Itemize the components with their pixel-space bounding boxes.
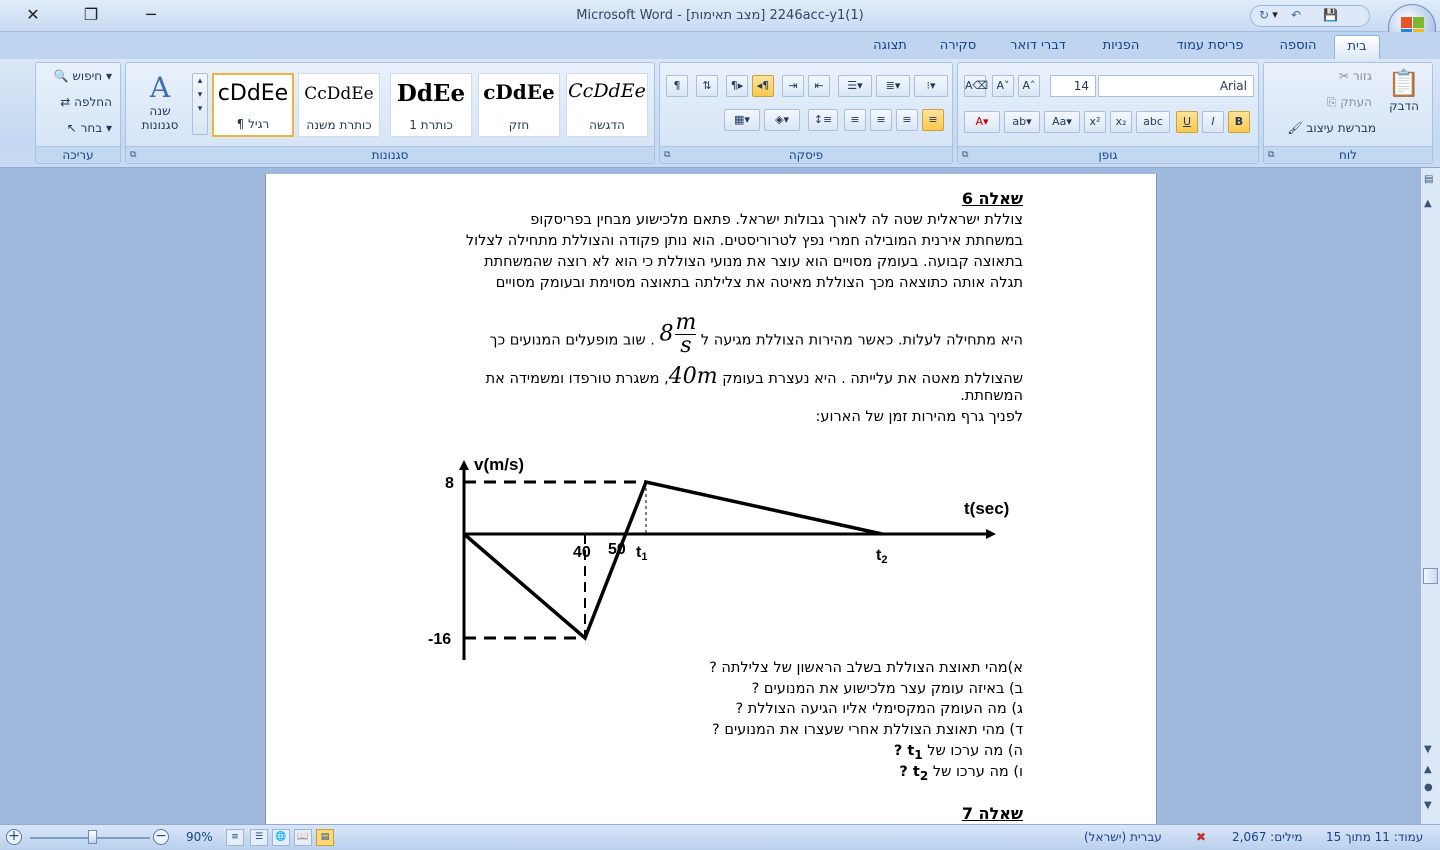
depth-formula: 40m <box>668 364 718 389</box>
font-name-combo[interactable] <box>1098 75 1254 97</box>
question-7-heading: שאלה 7 <box>961 804 1023 823</box>
align-left-icon[interactable]: ≡ <box>870 109 892 131</box>
paste-icon: 📋 <box>1387 69 1421 99</box>
paragraph-line: לפניך גרף מהירות זמן של הארוע: <box>815 409 1023 425</box>
scroll-thumb[interactable] <box>1423 568 1438 584</box>
paragraph-line <box>355 310 1023 363</box>
language-indicator[interactable]: עברית (ישראל) <box>1084 830 1162 844</box>
question-d: ד) מהי תאוצת הצוללת אחרי שעצרו את המנועים ? <box>712 722 1023 738</box>
change-styles-button[interactable] <box>140 71 180 141</box>
highlight-icon[interactable]: ab▾ <box>1004 111 1040 133</box>
previous-page-icon[interactable]: ▲ <box>1424 764 1432 775</box>
undo-icon[interactable]: ↶ <box>1291 8 1302 22</box>
font-size-combo[interactable] <box>1050 75 1096 97</box>
question-f <box>355 764 1023 783</box>
format-painter-button[interactable]: 🖌 מברשת עיצוב <box>1287 121 1376 135</box>
velocity-time-chart <box>420 448 1020 663</box>
velocity-series-line <box>464 482 882 638</box>
decrease-indent-icon[interactable]: ⇤ <box>808 75 830 97</box>
style-name: כותרת משנה <box>306 118 372 132</box>
tab-insert[interactable]: הוספה <box>1279 38 1317 53</box>
align-center-icon[interactable]: ≡ <box>896 109 918 131</box>
qat-menu-icon[interactable]: ▾ <box>1272 8 1278 21</box>
next-page-icon[interactable]: ▼ <box>1424 800 1432 811</box>
multilevel-list-icon[interactable]: ☰▾ <box>838 75 872 97</box>
window-title: Microsoft Word - [מצב תאימות] 2246acc-y1(1) <box>576 8 864 23</box>
draft-view-icon[interactable]: ≡ <box>226 829 244 846</box>
styles-group <box>125 62 655 164</box>
rtl-icon[interactable]: ◂¶ <box>752 75 774 97</box>
ribbon <box>0 59 1440 168</box>
x-tick-subscript: 2 <box>881 554 888 566</box>
style-sample: DdEe <box>396 80 466 107</box>
paragraph-line <box>355 364 1023 389</box>
scroll-up-icon[interactable]: ▲ <box>1424 198 1432 209</box>
change-styles-label: שנה סגנונות <box>141 104 179 132</box>
question-text: ו) מה ערכו של <box>928 764 1023 780</box>
font-launcher-icon[interactable]: ⧉ <box>962 150 969 160</box>
style-strong[interactable] <box>478 73 560 137</box>
full-screen-reading-icon[interactable]: 📖 <box>294 829 312 846</box>
paste-label: הדבק <box>1389 99 1419 113</box>
ltr-icon[interactable]: ¶▸ <box>726 75 748 97</box>
style-name: חזק <box>508 118 530 132</box>
line-text: , משגרת טורפדו ומשמידה את <box>485 371 669 387</box>
cut-button[interactable]: ✂ גזור <box>1338 69 1372 83</box>
ruler-toggle-icon[interactable]: ▤ <box>1424 174 1434 185</box>
ribbon-tabs <box>0 32 1440 59</box>
line-text: . שוב מופעלים המנועים כך <box>489 332 655 349</box>
minimize-icon[interactable]: ─ <box>146 5 156 24</box>
y-axis-label: v(m/s) <box>474 455 525 474</box>
copy-label: העתק <box>1340 95 1372 109</box>
redo-icon[interactable]: ↻ <box>1259 8 1270 22</box>
x-tick-label: 50 <box>608 541 626 558</box>
format-painter-label: מברשת עיצוב <box>1306 121 1376 135</box>
zoom-level[interactable]: 90% <box>186 830 213 844</box>
line-text: היא מתחילה לעלות. כאשר מהירות הצוללת מגיעה ל <box>700 332 1023 349</box>
data-point <box>881 533 884 536</box>
variable: t <box>907 743 915 759</box>
paragraph-line: תגלה אותה כתוצאה מכך הצוללת מאיטה את צלילתה בתאוצה מסוימת ובעומק מסויים <box>495 275 1023 291</box>
grow-font-icon[interactable]: A˄ <box>1018 75 1040 97</box>
paragraph-line: במשחתת אירנית המובילה חמרי נפץ לטרוריסטים. הוא נותן פקודה והצוללת מתחילה לצלול <box>465 233 1023 249</box>
show-marks-icon[interactable]: ¶ <box>666 75 688 97</box>
line-spacing-icon[interactable]: ↕≡ <box>808 109 838 131</box>
question-mark: ? <box>893 743 908 759</box>
title-bar <box>0 0 1440 32</box>
data-point <box>584 637 587 640</box>
data-point <box>463 533 466 536</box>
x-tick-label: 40 <box>573 544 591 561</box>
x-tick-subscript: 1 <box>641 551 648 563</box>
replace-button[interactable]: ⇄ החלפה <box>60 95 112 109</box>
formula-numerator: m <box>675 310 697 335</box>
font-name-value: Arial <box>1219 79 1247 93</box>
scroll-down-icon[interactable]: ▼ <box>1424 744 1432 755</box>
data-point <box>645 481 648 484</box>
question-a: א)מהי תאוצת הצוללת בשלב הראשון של צלילתה ? <box>709 660 1023 676</box>
shading-icon[interactable]: ◈▾ <box>764 109 800 131</box>
browse-object-icon[interactable]: ● <box>1424 782 1433 793</box>
subscript: 2 <box>919 768 929 783</box>
y-tick-label: 8 <box>445 475 454 492</box>
zoom-out-icon[interactable]: − <box>153 829 169 845</box>
style-normal[interactable] <box>212 73 294 137</box>
paragraph-line: צוללת ישראלית שטה לה לאורך גבולות ישראל. פתאם מלכישוע מבחין בפריסקופ <box>530 212 1023 228</box>
align-right-icon[interactable]: ≡ <box>922 109 944 131</box>
justify-icon[interactable]: ≡ <box>844 109 866 131</box>
close-icon[interactable]: ✕ <box>26 5 40 24</box>
font-group <box>957 62 1259 164</box>
question-6-heading: שאלה 6 <box>961 189 1023 208</box>
status-bar <box>0 824 1440 850</box>
question-text: ה) מה ערכו של <box>922 743 1023 759</box>
page-number[interactable]: עמוד: 11 מתוך 15 <box>1326 830 1424 844</box>
question-b: ב) באיזה עומק עצר מלכישוע את המנועים ? <box>751 681 1023 697</box>
x-axis-label: t(sec) <box>964 499 1010 518</box>
formula-denominator: s <box>680 333 692 358</box>
y-axis-arrow <box>459 460 469 470</box>
formula-value: 8 <box>659 321 674 347</box>
subscript-icon[interactable]: x₂ <box>1110 111 1132 133</box>
x-tick-label: t2 <box>876 547 888 566</box>
print-layout-icon[interactable]: ▤ <box>316 829 334 846</box>
clipboard-group <box>1263 62 1433 164</box>
vertical-scrollbar[interactable] <box>1420 168 1440 824</box>
bullets-icon[interactable]: ⁝▾ <box>914 75 948 97</box>
editing-group-label: עריכה <box>36 146 120 163</box>
select-button[interactable]: ↖ בחר ▾ <box>66 121 112 135</box>
clipboard-launcher-icon[interactable]: ⧉ <box>1268 150 1275 160</box>
outline-view-icon[interactable]: ☰ <box>250 829 268 846</box>
style-sample: cDdEe <box>483 80 555 104</box>
font-group-label: גופן <box>958 146 1258 163</box>
style-emphasis[interactable] <box>566 73 648 137</box>
increase-indent-icon[interactable]: ⇥ <box>782 75 804 97</box>
paragraph-launcher-icon[interactable]: ⧉ <box>664 150 671 160</box>
style-sample: CcDdEe <box>568 80 646 102</box>
tab-mailings[interactable]: דברי דואר <box>1010 38 1066 53</box>
style-name: כותרת 1 <box>409 118 453 132</box>
underline-icon[interactable]: U <box>1176 111 1198 133</box>
shrink-font-icon[interactable]: A˅ <box>992 75 1014 97</box>
style-name: הדגשה <box>589 118 625 132</box>
paragraph-group <box>659 62 953 164</box>
word-count[interactable]: מילים: 2,067 <box>1232 830 1303 844</box>
variable: t <box>912 764 920 780</box>
save-icon[interactable]: 💾 <box>1323 8 1338 22</box>
styles-scroll[interactable]: ▴ ▾ ▾ <box>192 73 208 135</box>
zoom-slider-knob[interactable] <box>88 830 97 844</box>
change-styles-icon: A <box>149 71 171 104</box>
numbering-icon[interactable]: ≣▾ <box>876 75 910 97</box>
style-sample: cDdEe <box>217 81 289 106</box>
x-tick-label: t1 <box>636 544 648 563</box>
clear-formatting-icon[interactable]: A⌫ <box>964 75 986 97</box>
web-layout-icon[interactable]: 🌐 <box>272 829 290 846</box>
replace-label: החלפה <box>74 95 112 109</box>
style-sample: CcDdEe <box>304 84 374 104</box>
sort-icon[interactable]: ⇅ <box>696 75 718 97</box>
find-label: חיפוש <box>72 69 103 83</box>
restore-icon[interactable]: ❐ <box>83 5 99 24</box>
tab-references[interactable]: הפניות <box>1102 38 1140 53</box>
question-c: ג) מה העומק המקסימלי אליו הגיעה הצוללת ? <box>735 701 1023 717</box>
find-button[interactable]: 🔍 חיפוש ▾ <box>53 69 112 83</box>
cut-label: גזור <box>1352 69 1372 83</box>
font-size-value: 14 <box>1073 79 1089 93</box>
change-case-icon[interactable]: Aa▾ <box>1044 111 1080 133</box>
y-tick-label: -16 <box>428 631 452 648</box>
paragraph-line: המשחתת. <box>960 388 1023 404</box>
tab-page-layout[interactable]: פריסת עמוד <box>1176 38 1244 53</box>
italic-icon[interactable]: I <box>1202 111 1224 133</box>
question-e <box>355 743 1023 762</box>
question-mark: ? <box>899 764 913 780</box>
editing-group <box>35 62 121 164</box>
styles-launcher-icon[interactable]: ⧉ <box>130 150 137 160</box>
proofing-icon[interactable]: ✖ <box>1196 830 1207 844</box>
select-label: בחר <box>80 121 103 135</box>
superscript-icon[interactable]: x² <box>1084 111 1106 133</box>
strikethrough-icon[interactable]: abc <box>1136 111 1170 133</box>
tab-home[interactable]: בית <box>1334 35 1380 59</box>
bold-icon[interactable]: B <box>1228 111 1250 133</box>
style-heading-1[interactable] <box>390 73 472 137</box>
line-text: שהצוללת מאטה את עלייתה . היא נעצרת בעומק <box>722 371 1023 387</box>
velocity-formula <box>659 312 696 357</box>
tab-review[interactable]: סקירה <box>939 38 977 53</box>
zoom-in-icon[interactable]: + <box>6 829 22 845</box>
paragraph-line: בתאוצה קבועה. בעומק מסויים הוא עוצר את מנועי הצוללת כי הוא לא רוצה שהמשחתת <box>484 254 1023 270</box>
paste-button[interactable] <box>1382 69 1426 113</box>
paragraph-group-label: פיסקה <box>660 146 952 163</box>
subscript: 1 <box>914 747 923 762</box>
x-axis-arrow <box>986 529 996 539</box>
copy-button[interactable]: ⎘ העתק <box>1326 95 1372 109</box>
clipboard-group-label: לוח <box>1264 146 1432 163</box>
style-subtitle[interactable] <box>298 73 380 137</box>
styles-group-label: סגנונות <box>126 146 654 163</box>
font-color-icon[interactable]: A▾ <box>964 111 1000 133</box>
style-name: ¶ רגיל <box>236 117 270 131</box>
borders-icon[interactable]: ▦▾ <box>724 109 760 131</box>
tab-view[interactable]: תצוגה <box>873 38 907 53</box>
